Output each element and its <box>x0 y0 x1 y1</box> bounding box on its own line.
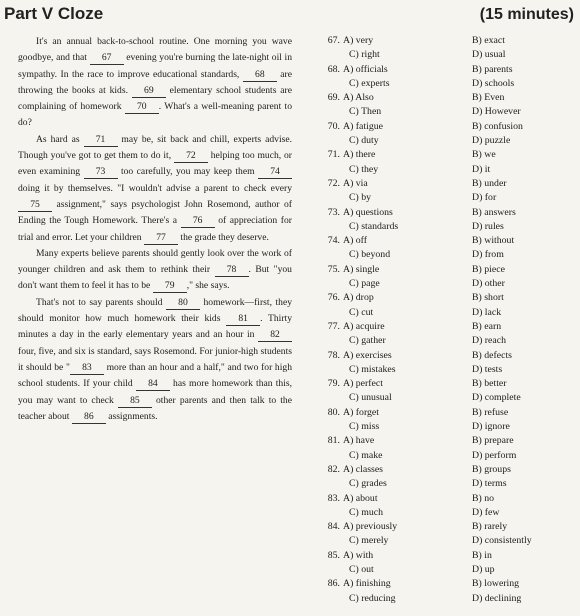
blank-number: 79 <box>153 280 187 293</box>
option-a[interactable]: A) fatigue <box>343 120 383 132</box>
option-b[interactable]: B) under <box>472 177 507 189</box>
passage-text: too carefully, you may keep them <box>117 166 258 178</box>
option-b[interactable]: B) groups <box>472 463 511 475</box>
question-number: 79. <box>327 378 340 390</box>
question-item <box>322 521 580 550</box>
passage-text: homework—first, they should monitor how much homework their kids <box>18 296 293 325</box>
blank-number: 74 <box>258 166 292 179</box>
question-number: 82. <box>327 463 340 475</box>
blank-number: 71 <box>84 134 118 147</box>
option-b[interactable]: B) exact <box>472 35 505 46</box>
option-d[interactable]: D) puzzle <box>472 135 511 147</box>
question-number: 73. <box>327 206 340 218</box>
blank-number: 73 <box>84 166 118 179</box>
question-number: 70. <box>327 120 340 132</box>
option-c[interactable]: C) gather <box>349 335 386 347</box>
option-d[interactable]: D) perform <box>472 449 517 461</box>
blank-number: 77 <box>144 232 178 245</box>
option-c[interactable]: C) Then <box>349 106 382 118</box>
option-a[interactable]: A) exercises <box>343 349 392 361</box>
passage-text: has more homework than this, you may want to check <box>18 378 292 406</box>
blank-number: 70 <box>125 101 159 114</box>
question-item <box>322 435 580 464</box>
section-header <box>0 0 580 34</box>
blank-number: 82 <box>258 329 292 342</box>
option-a[interactable]: A) questions <box>343 206 393 218</box>
option-d[interactable]: D) lack <box>472 306 502 318</box>
passage-text: assignments. <box>105 410 158 422</box>
option-d[interactable]: D) schools <box>472 77 515 89</box>
option-c[interactable]: C) make <box>349 449 383 461</box>
blank-number: 85 <box>118 395 152 408</box>
blank-number: 76 <box>181 215 215 228</box>
option-b[interactable]: B) Even <box>472 92 505 104</box>
blank-number: 86 <box>72 411 106 424</box>
question-number: 71. <box>327 149 340 161</box>
option-c[interactable]: C) unusual <box>349 392 392 404</box>
passage-text: It's an annual back-to-school routine. One morning you wave goodbye, and that <box>18 36 292 64</box>
passage-text: . But "you don't want them to feel it has to be <box>18 264 292 292</box>
passage-text: . What's a well-meaning parent to do? <box>18 101 292 129</box>
option-a[interactable]: A) single <box>343 263 380 275</box>
option-a[interactable]: A) finishing <box>343 578 391 590</box>
question-item <box>322 350 580 379</box>
answer-options <box>322 35 580 607</box>
passage-text: more than an hour and a half," and two for high school students. If your child <box>18 361 292 390</box>
option-c[interactable]: C) experts <box>349 77 390 89</box>
question-item <box>322 321 580 350</box>
option-a[interactable]: A) very <box>343 35 374 46</box>
question-number: 77. <box>327 320 340 332</box>
question-item <box>322 378 580 407</box>
option-b[interactable]: B) piece <box>472 263 505 275</box>
option-a[interactable]: A) off <box>343 235 368 247</box>
option-a[interactable]: A) previously <box>343 521 398 533</box>
question-number: 86. <box>327 578 340 590</box>
option-c[interactable]: C) reducing <box>349 592 396 604</box>
question-number: 83. <box>327 492 340 504</box>
option-a[interactable]: A) officials <box>343 63 388 75</box>
option-c[interactable]: C) merely <box>349 535 389 547</box>
passage-text: ," she says. <box>186 280 230 292</box>
blank-number: 78 <box>215 264 249 277</box>
option-d[interactable]: D) for <box>472 192 497 204</box>
option-d[interactable]: D) reach <box>472 335 506 347</box>
option-c[interactable]: C) page <box>349 278 380 290</box>
passage-text: assignment," says psychologist John Rosemond, author of Ending the Tough Homework. There's a <box>18 198 292 227</box>
option-d[interactable]: D) complete <box>472 392 521 404</box>
question-item <box>322 407 580 436</box>
question-number: 80. <box>327 406 340 418</box>
option-b[interactable]: B) rarely <box>472 521 508 533</box>
option-b[interactable]: B) prepare <box>472 435 514 447</box>
option-b[interactable]: B) defects <box>472 349 512 361</box>
option-a[interactable]: A) there <box>343 149 376 161</box>
blank-number: 72 <box>174 150 208 163</box>
option-d[interactable]: D) from <box>472 249 504 261</box>
blank-number: 67 <box>90 52 124 65</box>
option-b[interactable]: B) without <box>472 235 515 247</box>
passage-text: are throwing the books at kids. <box>18 68 292 96</box>
option-b[interactable]: B) earn <box>472 320 502 332</box>
passage-paragraph <box>18 246 292 295</box>
question-item <box>322 35 580 64</box>
question-item <box>322 149 580 178</box>
passage-text: . Thirty minutes a day in the early elementary years and an hour in <box>18 313 292 341</box>
question-item <box>322 550 580 579</box>
option-a[interactable]: A) classes <box>343 463 383 475</box>
option-c[interactable]: C) beyond <box>349 249 391 261</box>
question-item <box>322 64 580 93</box>
question-item <box>322 207 580 236</box>
question-item <box>322 235 580 264</box>
option-a[interactable]: A) perfect <box>343 378 383 390</box>
passage-text: doing it by themselves. "I wouldn't advise a parent to check every <box>18 182 292 194</box>
cloze-passage <box>18 34 292 425</box>
option-b[interactable]: B) answers <box>472 206 516 218</box>
option-b[interactable]: B) parents <box>472 63 513 75</box>
option-a[interactable]: A) via <box>343 177 368 189</box>
option-b[interactable]: B) in <box>472 549 492 561</box>
question-item <box>322 578 580 607</box>
option-d[interactable]: D) other <box>472 278 505 290</box>
option-d[interactable]: D) it <box>472 163 491 175</box>
passage-paragraph <box>18 34 292 132</box>
passage-text: That's not to say parents should <box>36 296 166 308</box>
passage-text: the grade they deserve. <box>178 231 269 243</box>
question-number: 67. <box>327 35 340 46</box>
passage-paragraph <box>18 132 292 246</box>
question-number: 81. <box>327 435 340 447</box>
question-item <box>322 121 580 150</box>
option-d[interactable]: D) up <box>472 563 495 575</box>
option-a[interactable]: A) about <box>343 492 378 504</box>
option-d[interactable]: D) tests <box>472 363 503 375</box>
option-c[interactable]: C) they <box>349 163 379 175</box>
option-c[interactable]: C) duty <box>349 135 379 147</box>
question-item <box>322 92 580 121</box>
blank-number: 83 <box>70 362 104 375</box>
option-c[interactable]: C) right <box>349 49 380 61</box>
option-d[interactable]: D) rules <box>472 220 504 232</box>
question-item <box>322 464 580 493</box>
option-c[interactable]: C) cut <box>349 306 374 318</box>
question-number: 74. <box>327 235 340 247</box>
option-c[interactable]: C) out <box>349 563 374 575</box>
question-number: 85. <box>327 549 340 561</box>
question-item <box>322 178 580 207</box>
option-c[interactable]: C) by <box>349 192 372 204</box>
option-a[interactable]: A) with <box>343 549 374 561</box>
passage-text: evening you're burning the late-night oil in sympathy. In the race to improve educational standards, <box>18 52 293 80</box>
blank-number: 84 <box>136 378 170 391</box>
question-item <box>322 292 580 321</box>
question-item <box>322 493 580 522</box>
option-a[interactable]: A) acquire <box>343 320 385 332</box>
question-number: 84. <box>327 521 340 533</box>
option-c[interactable]: C) miss <box>349 421 380 433</box>
passage-text: of appreciation for trial and error. Let your children <box>18 215 292 243</box>
question-number: 78. <box>327 349 340 361</box>
option-d[interactable]: D) declining <box>472 592 522 604</box>
time-limit: (15 minutes) <box>479 6 574 23</box>
blank-number: 75 <box>18 199 52 212</box>
passage-text: Many experts believe parents should gently look over the work of younger children and ask them to rethink their <box>18 247 292 276</box>
question-number: 68. <box>327 63 340 75</box>
option-b[interactable]: B) confusion <box>472 120 523 132</box>
passage-text: four, five, and six is standard, says Rosemond. For junior-high students it should be " <box>18 345 292 373</box>
option-d[interactable]: D) ignore <box>472 421 510 433</box>
option-a[interactable]: A) Also <box>343 92 374 104</box>
option-b[interactable]: B) better <box>472 378 507 390</box>
question-number: 75. <box>327 263 340 275</box>
blank-number: 81 <box>226 313 260 326</box>
option-c[interactable]: C) much <box>349 506 384 518</box>
question-number: 69. <box>327 92 340 104</box>
option-b[interactable]: B) short <box>472 292 504 304</box>
option-c[interactable]: C) standards <box>349 220 399 232</box>
passage-text: As hard as <box>36 133 84 145</box>
passage-paragraph <box>18 295 292 425</box>
option-a[interactable]: A) have <box>343 435 375 447</box>
option-d[interactable]: D) terms <box>472 478 507 490</box>
blank-number: 80 <box>166 297 200 310</box>
option-b[interactable]: B) refuse <box>472 406 509 418</box>
option-d[interactable]: D) consistently <box>472 535 532 547</box>
passage-text: may be, sit back and chill, experts advise. Though you've got to get them to do it, <box>18 133 292 162</box>
passage-text: other parents and then talk to the teacher about <box>18 394 292 422</box>
option-c[interactable]: C) grades <box>349 478 387 490</box>
blank-number: 69 <box>132 85 166 98</box>
option-c[interactable]: C) mistakes <box>349 363 396 375</box>
passage-text: elementary school students are complaining of homework <box>18 84 292 113</box>
option-d[interactable]: D) few <box>472 506 500 518</box>
passage-text: helping too much, or even examining <box>18 150 292 178</box>
option-d[interactable]: D) However <box>472 106 521 118</box>
question-number: 72. <box>327 177 340 189</box>
option-b[interactable]: B) we <box>472 149 496 161</box>
option-a[interactable]: A) forget <box>343 406 380 418</box>
question-item <box>322 264 580 293</box>
option-b[interactable]: B) no <box>472 492 495 504</box>
option-b[interactable]: B) lowering <box>472 578 520 590</box>
option-d[interactable]: D) usual <box>472 49 506 61</box>
part-title: Part V Cloze <box>4 4 104 23</box>
blank-number: 68 <box>243 69 277 82</box>
option-a[interactable]: A) drop <box>343 292 374 304</box>
question-number: 76. <box>327 292 340 304</box>
